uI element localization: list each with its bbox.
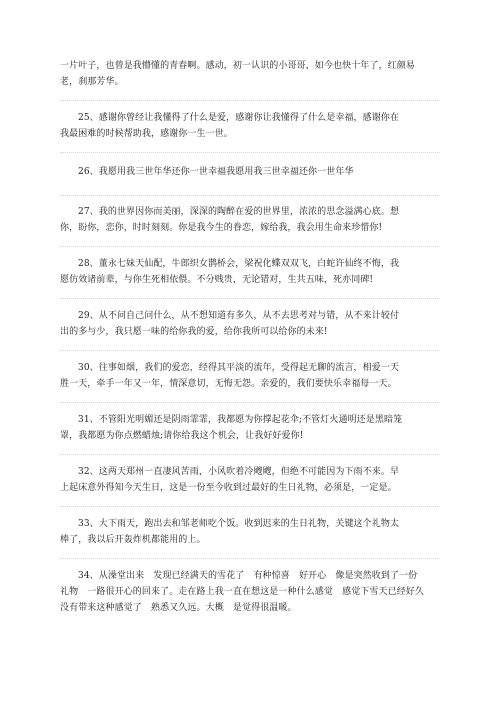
paragraph-30 (60, 360, 440, 392)
text-line: 棒了，我以后开轰炸机都能用的上。 (60, 535, 206, 545)
text-line: 老，刹那芳华。 (60, 77, 124, 87)
paragraph-31 (60, 412, 440, 444)
paragraph-divider (60, 350, 440, 351)
text-line: 罩，我都愿为你点燃蜡烛;请你给我这个机会，让我好好爱你! (60, 431, 304, 441)
paragraph-divider (60, 152, 440, 153)
text-line: 27、我的世界因你而美丽，深深的陶醉在爱的世界里，浓浓的思念溢满心底。想 (78, 207, 400, 217)
text-line: 31、不管阳光明媚还是阴雨霏霏，我都愿为你撑起花伞;不管灯火通明还是黑暗笼 (78, 415, 403, 425)
paragraph-32 (60, 464, 440, 496)
paragraph-24-continuation (60, 58, 440, 90)
text-line: 一片叶子，也曾是我懵懂的青春啊。感动，初一认识的小哥哥，如今也快十年了，红颜易 (60, 61, 415, 71)
paragraph-divider (60, 558, 440, 559)
paragraph-divider (60, 100, 440, 101)
text-line: 26、我愿用我三世年华还你一世幸福我愿用我三世幸福还你一世年华 (78, 167, 354, 177)
paragraph-28 (60, 256, 440, 288)
paragraph-25 (60, 110, 440, 142)
paragraph-26 (60, 164, 440, 180)
paragraph-33 (60, 516, 440, 548)
text-line: 32、这两天郑州一直凄风苦雨，小风吹着冷飕飕，但绝不可能因为下雨不来。早 (78, 467, 400, 477)
paragraph-divider (60, 298, 440, 299)
paragraph-divider (60, 402, 440, 403)
text-line: 礼物 一路很开心的回来了。走在路上我一直在想这是一种什么感觉 感觉下雪天已经好久 (60, 587, 425, 597)
paragraph-29 (60, 308, 440, 340)
text-line: 28、董永七妹天仙配，牛郎织女鹊桥会，梁祝化蝶双双飞，白蛇许仙终不悔，我 (78, 259, 400, 269)
text-line: 30、往事如烟，我们的爱恋，经得其平淡的流年，受得起无聊的流言，相爱一天 (78, 363, 400, 373)
text-line: 愿仿效诸前辈，与你生死相依偎。不分贱贵，无论错对，生共五味，死亦同碑! (60, 275, 374, 285)
paragraph-34 (60, 568, 440, 616)
text-line: 出的多与少，我只愿一味的给你我的爱，给你我所可以给你的未来! (60, 327, 328, 337)
text-line: 我最困难的时候帮助我，感谢你一生一世。 (60, 129, 233, 139)
paragraph-divider (60, 195, 440, 196)
paragraph-divider (60, 246, 440, 247)
text-line: 33、大下雨天，跑出去和邹老师吃个饭。收到迟来的生日礼物，关键这个礼物太 (78, 519, 400, 529)
text-line: 你，盼你，恋你，时时刻刻。你是我今生的眷恋，嫁给我，我会用生命来珍惜你! (60, 223, 383, 233)
text-line: 胜一天，牵手一年又一年，情深意切，无悔无怨。亲爱的，我们要快乐幸福每一天。 (60, 379, 397, 389)
text-line: 没有带来这种感觉了 熟悉又久远。大概 是觉得很温暖。 (60, 603, 297, 613)
text-line: 29、从不问自己问什么，从不想知道有多久，从不去思考对与错，从不来计较付 (78, 311, 400, 321)
text-line: 25、感谢你曾经让我懂得了什么是爱，感谢你让我懂得了什么是幸福，感谢你在 (78, 113, 400, 123)
paragraph-27 (60, 204, 440, 236)
paragraph-divider (60, 454, 440, 455)
text-line: 34、从澡堂出来 发现已经满天的雪花了 有种惊喜 好开心 像是突然收到了一份 (78, 571, 418, 581)
text-line: 上起床意外得知今天生日，这是一份至今收到过最好的生日礼物，必须是，一定是。 (60, 483, 397, 493)
paragraph-divider (60, 506, 440, 507)
